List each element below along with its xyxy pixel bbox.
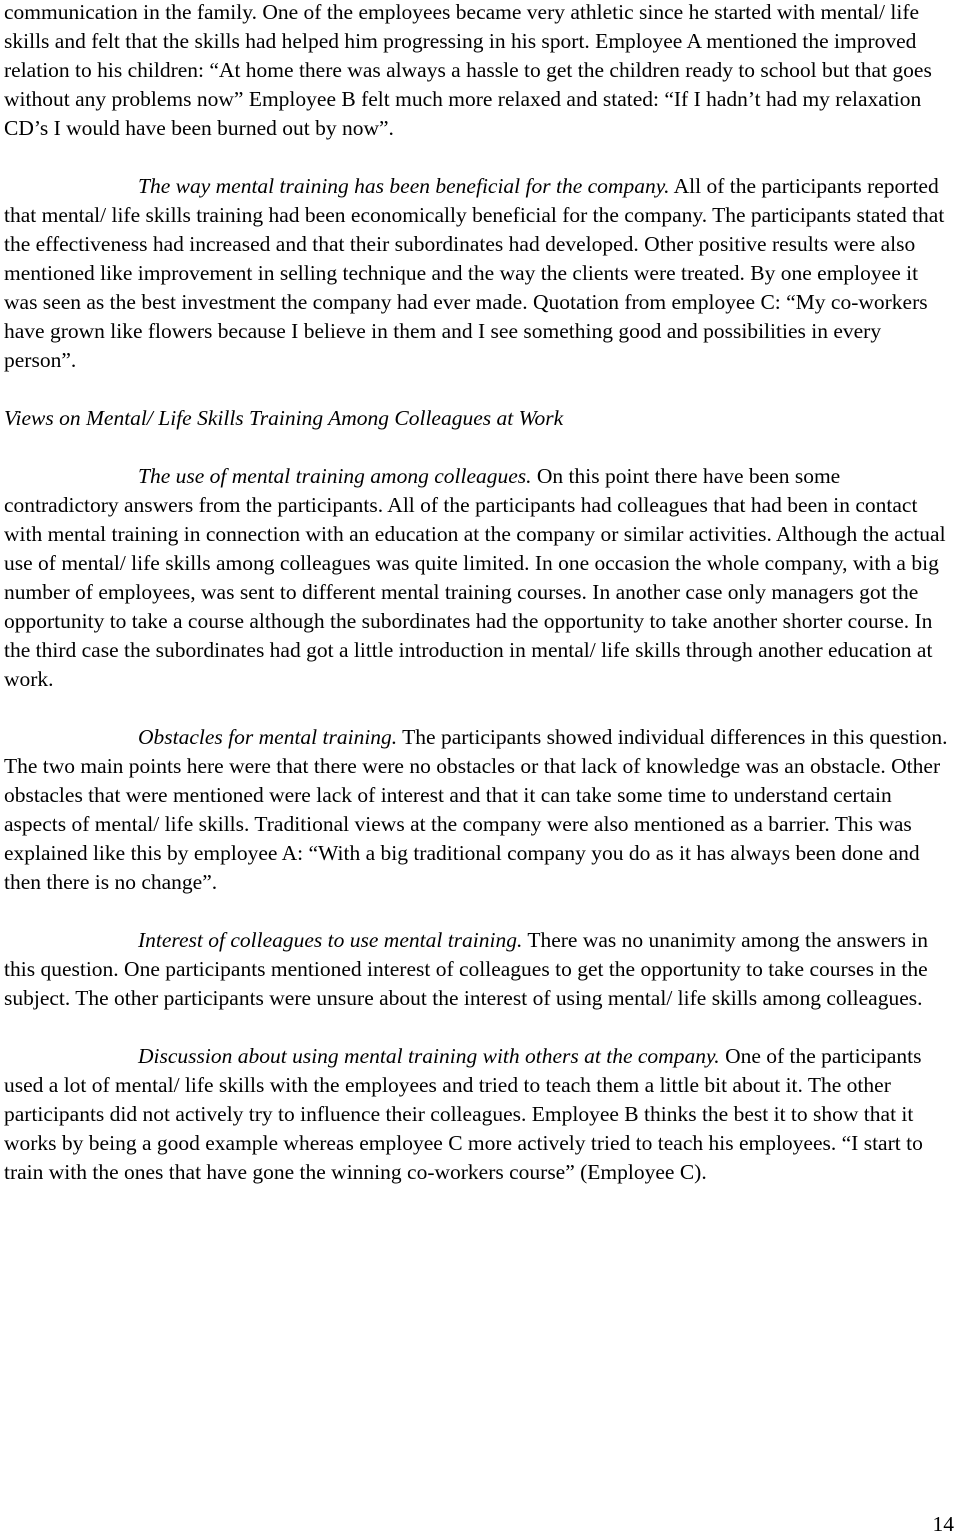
paragraph-text: All of the participants reported that mental/ life skills training had been economically beneficial for the company. The participants stated that the effectiveness had increased and that their subordinates had developed. Other positive results were also mentioned like improvement in selling technique and the way the clients were treated. By one employee it was seen as the best investment the company had ever made. Quotation from employee C: “My co-workers have grown like flowers because I believe in them and I see something good and possibilities in every person”. <box>4 174 945 372</box>
paragraph-text: communication in the family. One of the employees became very athletic since he started with mental/ life skills and felt that the skills had helped him progressing in his sport. Employee A mentioned the improved relation to his children: “At home there was always a hassle to get the children ready to school but that goes without any problems now” Employee B felt much more relaxed and stated: “If I hadn’t had my relaxation CD’s I would have been burned out by now”. <box>4 0 932 140</box>
paragraph-spacer <box>4 433 956 462</box>
paragraph-spacer <box>4 694 956 723</box>
paragraph-discussion-with-others <box>4 1042 956 1187</box>
paragraph-subheading: The way mental training has been beneficial for the company. <box>138 174 670 198</box>
paragraph-subheading: The use of mental training among colleagues. <box>138 464 532 488</box>
body-text <box>4 0 956 1187</box>
paragraph-use-among-colleagues <box>4 462 956 694</box>
paragraph-subheading: Discussion about using mental training with others at the company. <box>138 1044 720 1068</box>
paragraph-text: There was no unanimity among the answers in this question. One participants mentioned interest of colleagues to get the opportunity to take courses in the subject. The other participants were unsure about the interest of using mental/ life skills among colleagues. <box>4 928 928 1010</box>
section-heading: Views on Mental/ Life Skills Training Among Colleagues at Work <box>4 406 564 430</box>
paragraph-spacer <box>4 897 956 926</box>
paragraph-interest-of-colleagues <box>4 926 956 1013</box>
paragraph-spacer <box>4 375 956 404</box>
paragraph-company-benefit <box>4 172 956 375</box>
paragraph-spacer <box>4 143 956 172</box>
paragraph-text: On this point there have been some contradictory answers from the participants. All of the participants had colleagues that had been in contact with mental training in connection with an education at the company or similar activities. Although the actual use of mental/ life skills among colleagues was quite limited. In one occasion the whole company, with a big number of employees, was sent to different mental training courses. In another case only managers got the opportunity to take a course although the subordinates had the opportunity to take another shorter course. In the third case the subordinates had got a little introduction in mental/ life skills through another education at work. <box>4 464 946 691</box>
paragraph-family-communication <box>4 0 956 143</box>
paragraph-text: One of the participants used a lot of mental/ life skills with the employees and tried to teach them a little bit about it. The other participants did not actively try to influence their colleagues. Employee B thinks the best it to show that it works by being a good example whereas employee C more actively tried to teach his employees. “I start to train with the ones that have gone the winning co-workers course” (Employee C). <box>4 1044 923 1184</box>
paragraph-subheading: Obstacles for mental training. <box>138 725 398 749</box>
paragraph-subheading: Interest of colleagues to use mental training. <box>138 928 523 952</box>
paragraph-obstacles <box>4 723 956 897</box>
paragraph-spacer <box>4 1013 956 1042</box>
page-number: 14 <box>932 1512 954 1536</box>
paragraph-text: The participants showed individual differences in this question. The two main points here were that there were no obstacles or that lack of knowledge was an obstacle. Other obstacles that were mentioned were lack of interest and that it can take some time to understand certain aspects of mental/ life skills. Traditional views at the company were also mentioned as a barrier. This was explained like this by employee A: “With a big traditional company you do as it has always been done and then there is no change”. <box>4 725 948 894</box>
